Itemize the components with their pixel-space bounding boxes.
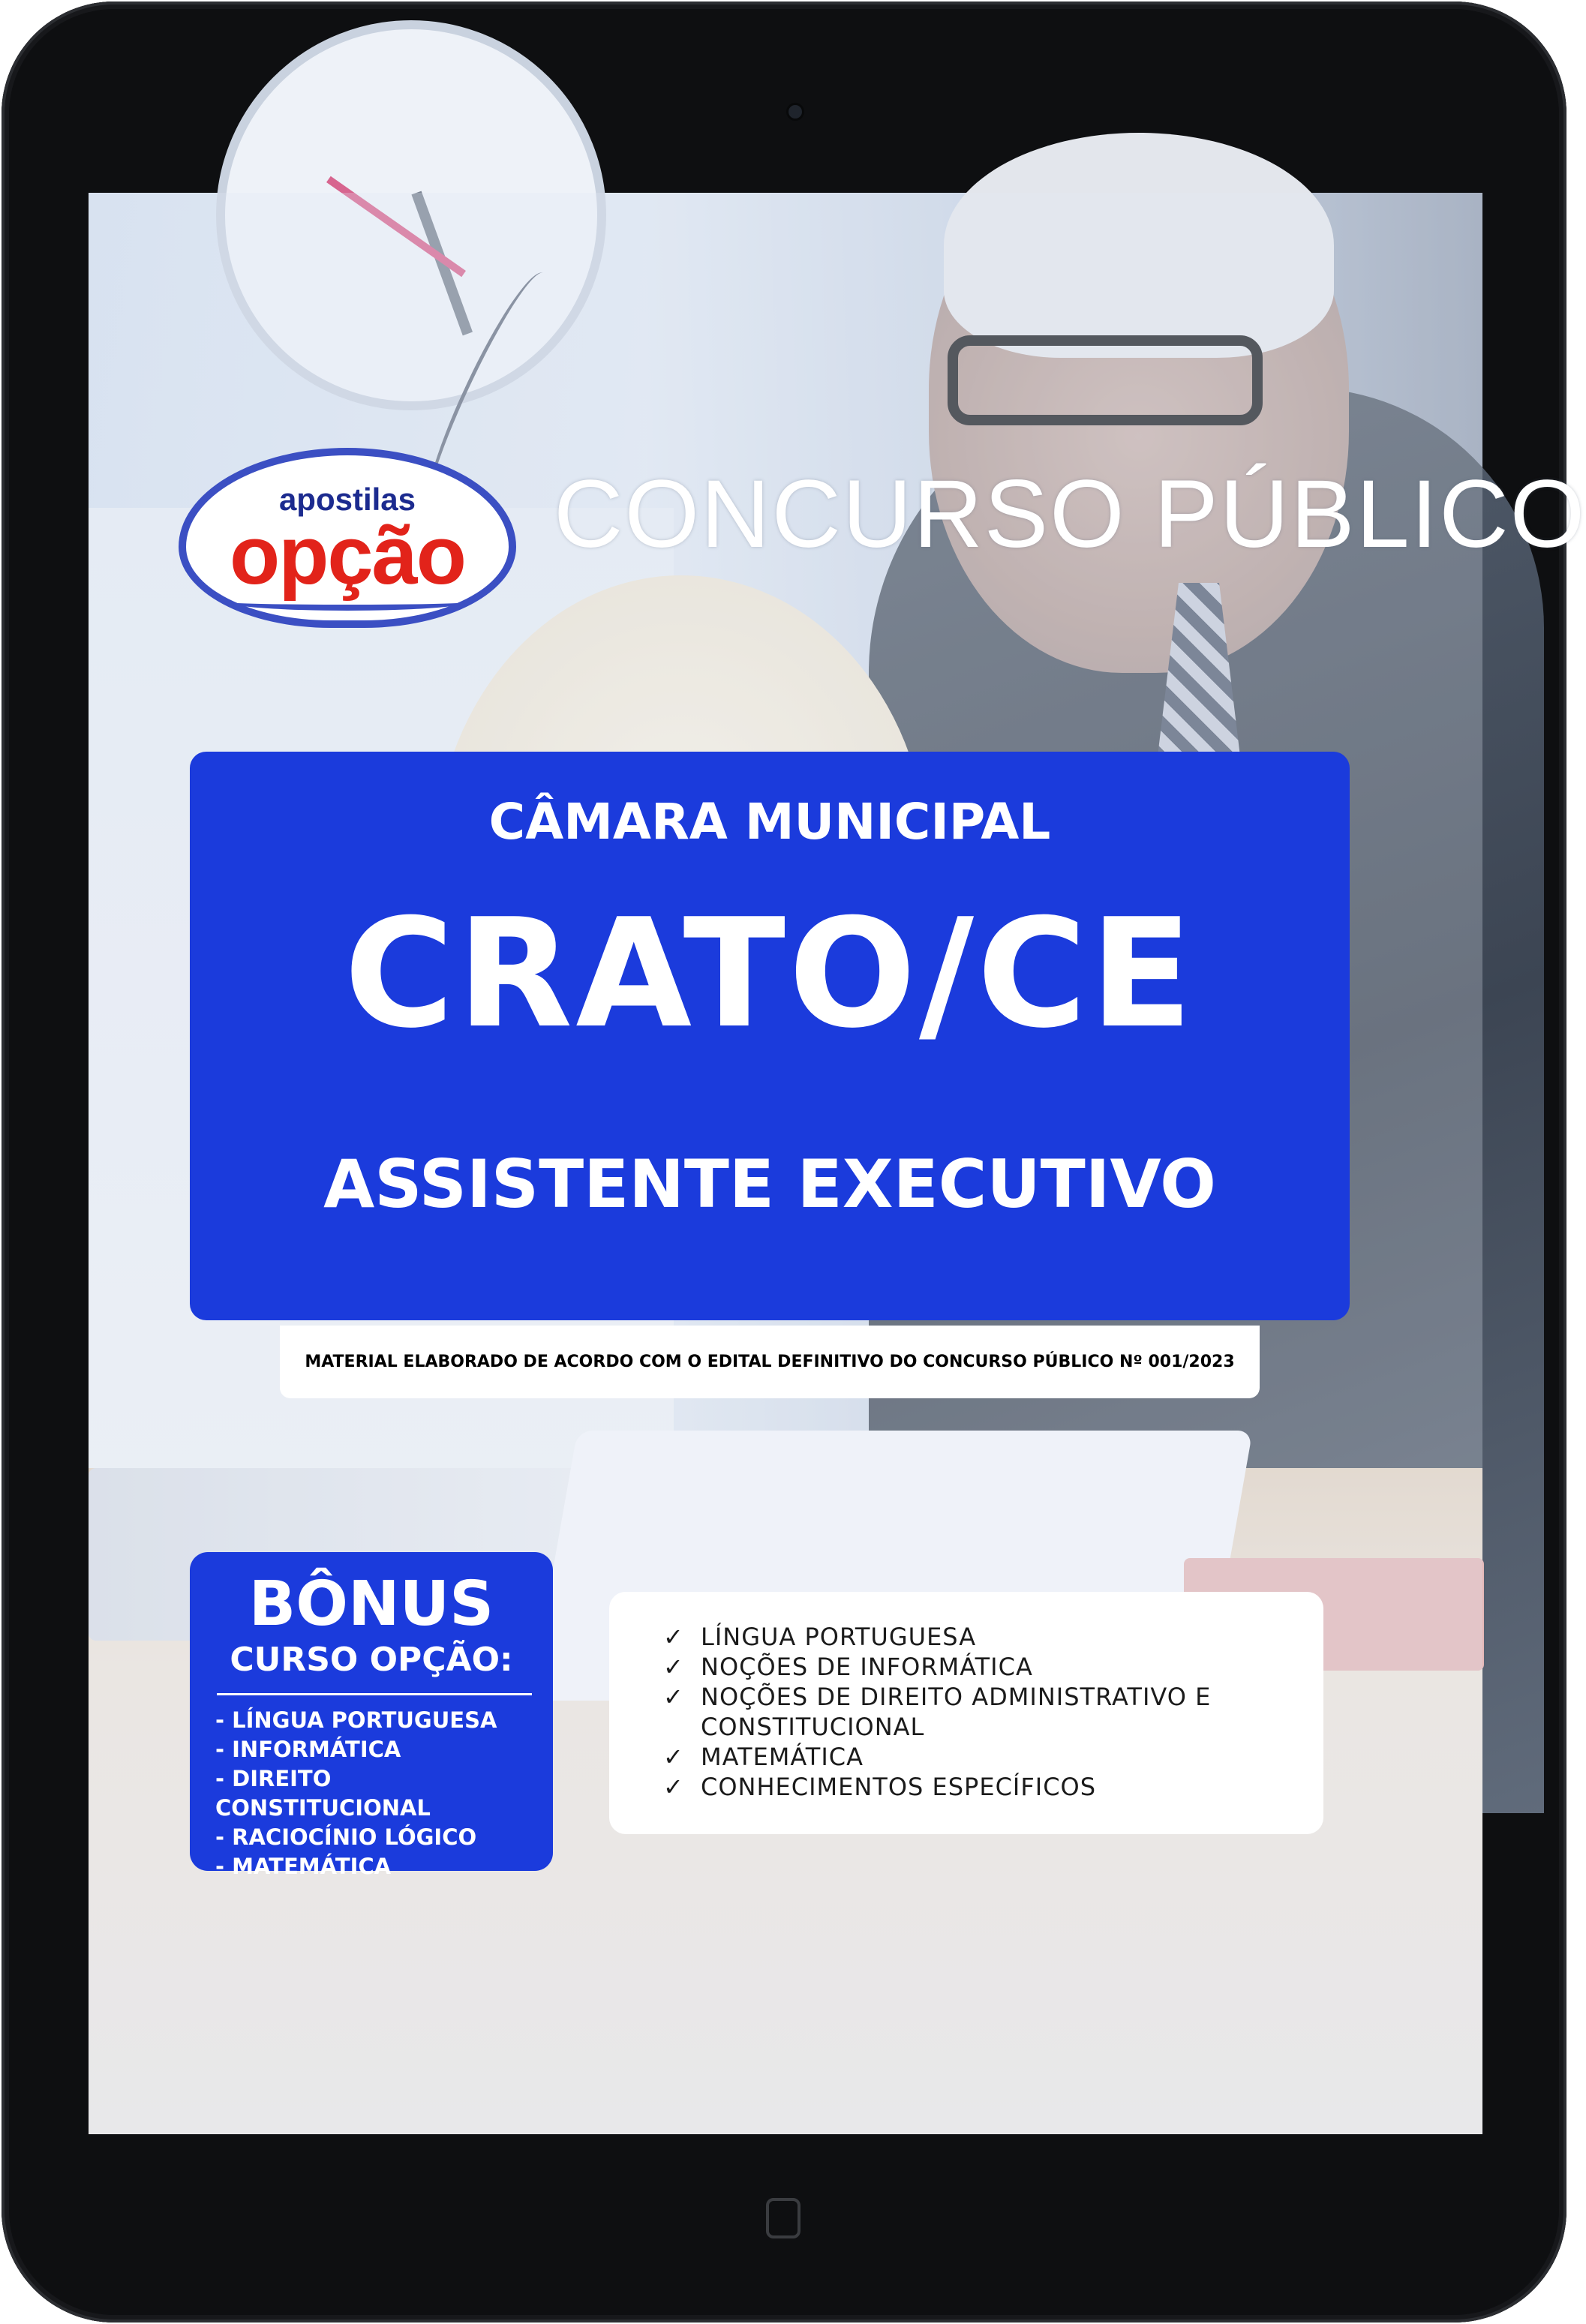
- list-item: [663, 1742, 1211, 1772]
- position-title: ASSISTENTE EXECUTIVO: [323, 1145, 1216, 1223]
- list-item: - MATEMÁTICA: [215, 1854, 392, 1879]
- list-item: [663, 1712, 1211, 1742]
- list-item: [663, 1622, 1211, 1652]
- camera-icon: [788, 105, 802, 119]
- divider: [217, 1693, 532, 1695]
- tablet-frame: [2, 2, 1586, 2322]
- check-icon: ✓: [663, 1773, 684, 1801]
- check-icon: ✓: [663, 1653, 684, 1681]
- home-button[interactable]: [766, 2198, 801, 2238]
- brand-logo: [179, 448, 516, 628]
- list-item: - RACIOCÍNIO LÓGICO: [215, 1824, 477, 1850]
- check-icon: ✓: [663, 1743, 684, 1771]
- page-title: CONCURSO PÚBLICO: [554, 461, 1586, 568]
- list-item: [663, 1682, 1211, 1712]
- list-item: - LÍNGUA PORTUGUESA: [215, 1707, 497, 1733]
- check-icon: ✓: [663, 1683, 684, 1711]
- bonus-list: [215, 1706, 553, 1881]
- logo-brand-text: opção: [230, 509, 465, 602]
- list-item: - INFORMÁTICA: [215, 1737, 401, 1762]
- bonus-title: BÔNUS: [248, 1569, 494, 1640]
- edital-note: MATERIAL ELABORADO DE ACORDO COM O EDITAL DEFINITIVO DO CONCURSO PÚBLICO Nº 001/2023: [280, 1326, 1260, 1398]
- list-item: [663, 1772, 1211, 1802]
- subjects-box: [609, 1592, 1323, 1834]
- location-title: CRATO/CE: [344, 887, 1196, 1061]
- subject-label: CONHECIMENTOS ESPECÍFICOS: [701, 1773, 1097, 1801]
- subject-label: CONSTITUCIONAL: [701, 1713, 925, 1741]
- book-cover: [89, 193, 1586, 2134]
- institution-label: CÂMARA MUNICIPAL: [488, 793, 1051, 851]
- subject-label: LÍNGUA PORTUGUESA: [701, 1623, 977, 1651]
- subjects-list: [663, 1622, 1211, 1802]
- subject-label: NOÇÕES DE INFORMÁTICA: [701, 1653, 1033, 1681]
- bonus-box: [190, 1552, 553, 1879]
- bonus-subtitle: CURSO OPÇÃO:: [230, 1641, 513, 1679]
- subject-label: NOÇÕES DE DIREITO ADMINISTRATIVO E: [701, 1683, 1212, 1711]
- list-item: - DIREITO CONSTITUCIONAL: [215, 1766, 431, 1821]
- list-item: [663, 1652, 1211, 1682]
- subject-label: MATEMÁTICA: [701, 1743, 864, 1771]
- main-panel: [190, 752, 1350, 1320]
- open-book-icon: [231, 594, 464, 611]
- logo-top-text: apostilas: [278, 482, 416, 517]
- check-icon: ✓: [663, 1623, 684, 1651]
